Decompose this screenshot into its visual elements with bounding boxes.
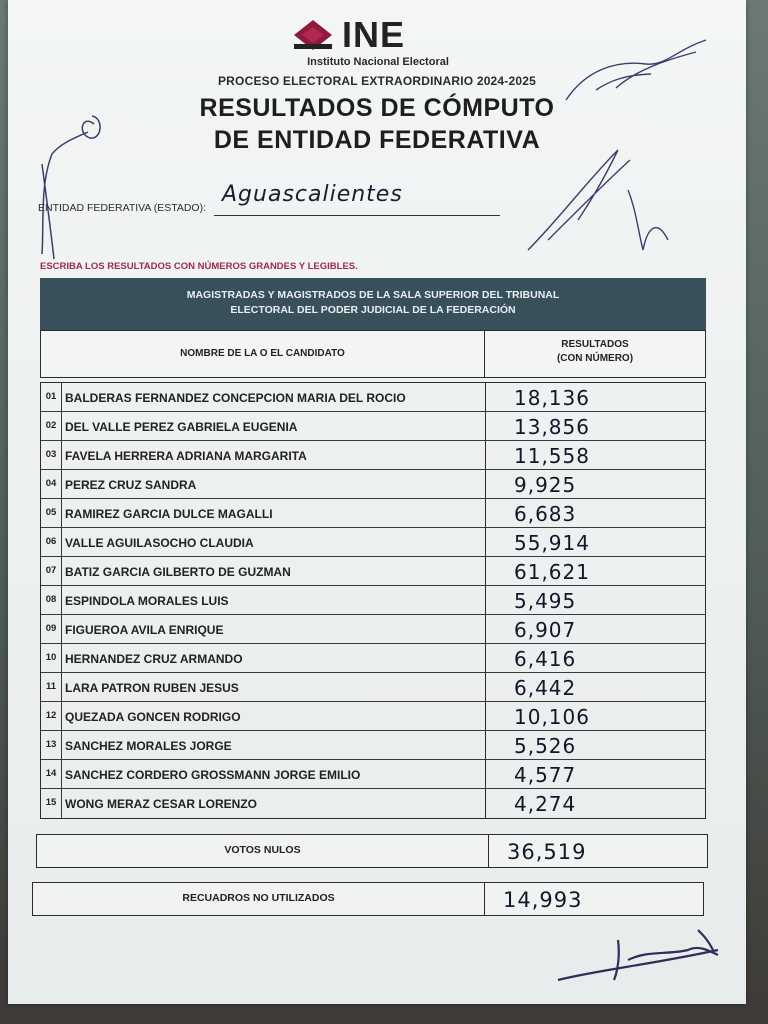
candidate-name: LARA PATRON RUBEN JESUS (65, 681, 239, 695)
candidate-votes: 6,416 (485, 644, 704, 672)
table-row (41, 557, 705, 586)
candidate-name: FIGUEROA AVILA ENRIQUE (65, 623, 224, 637)
institution-name: Instituto Nacional Electoral (307, 56, 449, 68)
table-row (41, 499, 705, 528)
candidate-name: VALLE AGUILASOCHO CLAUDIA (65, 536, 254, 550)
ine-logo-mark-icon (294, 20, 332, 50)
candidate-name: QUEZADA GONCEN RODRIGO (65, 710, 241, 724)
table-row (41, 644, 705, 673)
candidate-votes: 4,577 (485, 760, 704, 788)
table-row (41, 702, 705, 731)
table-row (41, 383, 705, 412)
votos-nulos-box (36, 834, 708, 868)
candidate-votes: 9,925 (485, 470, 704, 498)
signature-left-icon (32, 104, 122, 274)
table-row (41, 528, 705, 557)
candidate-votes: 6,907 (485, 615, 704, 643)
row-number: 07 (41, 557, 62, 585)
entidad-underline (214, 215, 500, 216)
table-row (41, 412, 705, 441)
instruction-text: ESCRIBA LOS RESULTADOS CON NÚMEROS GRANDES Y LEGIBLES. (40, 261, 358, 272)
header-results-line2: (CON NÚMERO) (556, 353, 634, 364)
candidate-name: RAMIREZ GARCIA DULCE MAGALLI (65, 507, 273, 521)
header-candidate: NOMBRE DE LA O EL CANDIDATO (41, 331, 485, 377)
candidate-votes: 5,526 (485, 731, 704, 759)
candidate-votes: 6,683 (485, 499, 704, 527)
candidate-name: WONG MERAZ CESAR LORENZO (65, 797, 257, 811)
candidate-votes: 11,558 (485, 441, 704, 469)
table-row (41, 789, 705, 818)
candidate-name: SANCHEZ MORALES JORGE (65, 739, 232, 753)
row-number: 01 (41, 383, 62, 411)
page-title-line2: DE ENTIDAD FEDERATIVA (213, 126, 541, 154)
row-number: 12 (41, 702, 62, 730)
row-number: 08 (41, 586, 62, 614)
row-number: 05 (41, 499, 62, 527)
row-number: 02 (41, 412, 62, 440)
table-row (41, 760, 705, 789)
candidate-name: HERNANDEZ CRUZ ARMANDO (65, 652, 243, 666)
table-row (41, 615, 705, 644)
election-band (40, 278, 706, 330)
band-line2: ELECTORAL DEL PODER JUDICIAL DE LA FEDERACIÓN (230, 304, 516, 316)
row-number: 11 (41, 673, 62, 701)
votos-nulos-value: 36,519 (507, 840, 587, 864)
row-number: 03 (41, 441, 62, 469)
header-results (485, 331, 705, 377)
recuadros-value: 14,993 (503, 888, 583, 912)
candidate-votes: 6,442 (485, 673, 704, 701)
candidate-name: SANCHEZ CORDERO GROSSMANN JORGE EMILIO (65, 768, 361, 782)
entidad-value: Aguascalientes (222, 182, 403, 207)
ine-logo (292, 16, 464, 66)
recuadros-label: RECUADROS NO UTILIZADOS (33, 883, 485, 915)
table-row (41, 441, 705, 470)
candidate-votes: 61,621 (485, 557, 704, 585)
candidate-name: PEREZ CRUZ SANDRA (65, 478, 197, 492)
candidate-votes: 4,274 (485, 789, 704, 818)
candidate-name: ESPINDOLA MORALES LUIS (65, 594, 229, 608)
entidad-label: ENTIDAD FEDERATIVA (ESTADO): (38, 202, 207, 214)
table-row (41, 586, 705, 615)
table-row (41, 673, 705, 702)
candidate-name: BALDERAS FERNANDEZ CONCEPCION MARIA DEL ROCIO (65, 391, 406, 405)
row-number: 06 (41, 528, 62, 556)
row-number: 10 (41, 644, 62, 672)
row-number: 04 (41, 470, 62, 498)
signature-bottom-icon (548, 920, 738, 1000)
table-row (41, 731, 705, 760)
signature-middle-right-icon (518, 130, 678, 270)
results-table (40, 382, 706, 819)
table-row (41, 470, 705, 499)
candidate-votes: 10,106 (485, 702, 704, 730)
recuadros-box (32, 882, 704, 916)
candidate-votes: 55,914 (485, 528, 704, 556)
row-number: 09 (41, 615, 62, 643)
candidate-votes: 18,136 (485, 383, 704, 411)
candidate-votes: 13,856 (485, 412, 704, 440)
row-number: 13 (41, 731, 62, 759)
results-sheet (8, 0, 746, 1004)
votos-nulos-label: VOTOS NULOS (37, 835, 489, 867)
signature-top-right-icon (556, 30, 716, 130)
band-line1: MAGISTRADAS Y MAGISTRADOS DE LA SALA SUPERIOR DEL TRIBUNAL (186, 289, 560, 301)
page-title-line1: RESULTADOS DE CÓMPUTO (199, 94, 555, 122)
table-header (40, 330, 706, 378)
process-name: PROCESO ELECTORAL EXTRAORDINARIO 2024-2025 (217, 74, 537, 88)
candidate-name: BATIZ GARCIA GILBERTO DE GUZMAN (65, 565, 291, 579)
candidate-name: DEL VALLE PEREZ GABRIELA EUGENIA (65, 420, 298, 434)
logo-text: INE (342, 14, 406, 55)
row-number: 15 (41, 789, 62, 818)
candidate-votes: 5,495 (485, 586, 704, 614)
header-results-line1: RESULTADOS (561, 339, 629, 350)
candidate-name: FAVELA HERRERA ADRIANA MARGARITA (65, 449, 307, 463)
row-number: 14 (41, 760, 62, 788)
